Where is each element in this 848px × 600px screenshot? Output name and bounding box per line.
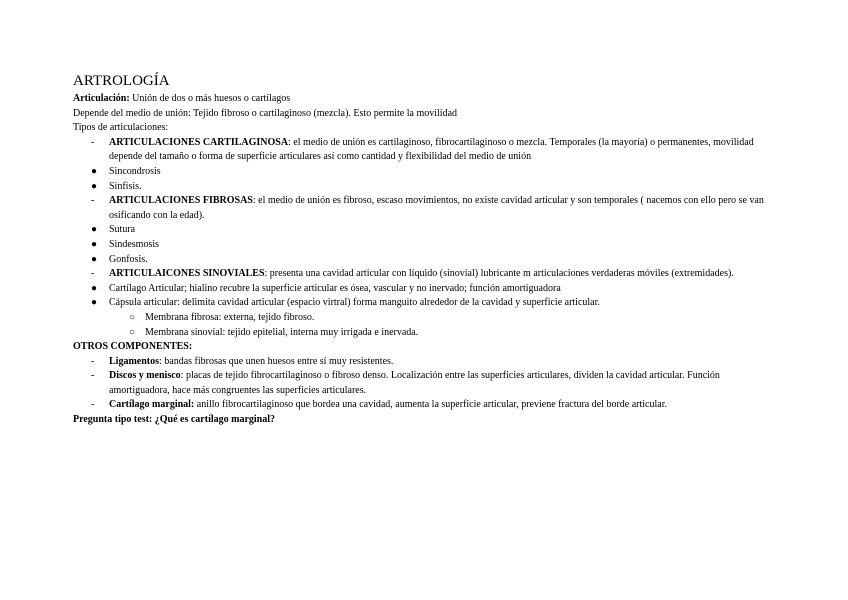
list-item-cartilago-marginal (73, 398, 778, 413)
list-item (73, 165, 778, 180)
ligamentos-label: Ligamentos (109, 355, 159, 367)
cartilaginosa-label: ARTICULACIONES CARTILAGINOSA (109, 136, 289, 148)
list-item-sinoviales (73, 267, 778, 282)
circle-marker: ○ (129, 326, 136, 338)
ligamentos-text: : bandas fibrosas que unen huesos entre sí muy resistentes. (159, 355, 394, 367)
articulacion-label: Articulación: (73, 93, 130, 104)
list-item-text: Sínfisis. (109, 180, 142, 192)
list-item (73, 223, 778, 238)
dash-marker: - (91, 370, 95, 382)
list-item-text: Cartílago Articular; hialino recubre la superficie articular es ósea, vascular y no inervado; función amortiguadora (109, 282, 561, 294)
tipos-line: Tipos de articulaciones: (73, 122, 169, 134)
list-item-text: Sincondrosis (109, 165, 161, 177)
otros-heading (73, 340, 778, 355)
list-item-ligamentos (73, 355, 778, 370)
bullet-marker: ● (91, 224, 98, 236)
dash-marker: - (91, 355, 95, 367)
dash-marker: - (91, 195, 95, 207)
articulacion-definition (73, 92, 778, 107)
dash-marker: - (91, 399, 95, 411)
medio-line: Depende del medio de unión: Tejido fibroso o cartilaginoso (mezcla). Esto permite la movilidad (73, 107, 458, 119)
cartilago-marginal-text: anillo fibrocartilaginoso que bordea una cavidad, aumenta la superficie articular, previene fractura del borde articular. (194, 399, 667, 411)
sub-list-item (73, 326, 778, 341)
circle-marker: ○ (129, 311, 136, 323)
bullet-marker: ● (91, 238, 98, 250)
discos-text: : placas de tejido fibrocartilaginoso o fibroso denso. Localización entre las superficies articulares, dividen la cavidad articular. Función amortiguadora, hace más congruentes las superficies articulares. (109, 370, 720, 396)
cartilago-marginal-label: Cartílago marginal: (109, 399, 195, 411)
list-item-text: Cápsula articular: delimita cavidad articular (espacio virtral) forma manguito alrededor de la cavidad y superficie articular. (109, 297, 600, 309)
sub-list-item (73, 311, 778, 326)
list-item-cartilaginosa (73, 136, 778, 165)
sinoviales-label: ARTICULAICONES SINOVIALES (109, 268, 265, 280)
list-item (73, 296, 778, 311)
list-item (73, 180, 778, 195)
list-item-fibrosas (73, 194, 778, 223)
bullet-marker: ● (91, 282, 98, 294)
sub-list-item-text: Membrana sinovial: tejido epitelial, interna muy irrigada e inervada. (145, 326, 419, 338)
articulacion-text: Unión de dos o más huesos o cartílagos (129, 93, 291, 104)
pregunta-line (73, 413, 778, 428)
fibrosas-label: ARTICULACIONES FIBROSAS (109, 195, 253, 207)
bullet-marker: ● (91, 180, 98, 192)
list-item-text: Sindesmosis (109, 238, 160, 250)
bullet-marker: ● (91, 165, 98, 177)
otros-heading-text: OTROS COMPONENTES: (73, 341, 193, 353)
cartilaginosa-text: : el medio de unión es cartilaginoso, fibrocartilaginoso o mezcla. Temporales (la mayoría) o permanentes, movilidad depende del tamaño o forma de superficie articulares así como cantidad y flexibilidad del medio de unión (109, 136, 754, 163)
dash-marker: - (91, 136, 95, 148)
list-item (73, 238, 778, 253)
pregunta-text: Pregunta tipo test: ¿Qué es cartílago marginal? (73, 414, 276, 426)
list-item-text: Sutura (109, 224, 136, 236)
sub-list-item-text: Membrana fibrosa: externa, tejido fibroso. (145, 311, 315, 323)
list-item-text: Gonfosis. (109, 253, 148, 265)
sinoviales-text: : presenta una cavidad articular con líquido (sinovial) lubricante m articulaciones verdaderas móviles (extremidades). (264, 268, 734, 280)
page-title: ARTROLOGÍA (73, 73, 170, 89)
bullet-marker: ● (91, 253, 98, 265)
list-item (73, 253, 778, 268)
discos-label: Discos y menisco (109, 370, 181, 382)
list-item (73, 282, 778, 297)
list-item-discos (73, 369, 778, 398)
dash-marker: - (91, 268, 95, 280)
fibrosas-text: : el medio de unión es fibroso, escaso movimientos, no existe cavidad articular y son temporales ( nacemos con ello pero se van osificando con la edad). (109, 195, 764, 221)
document-content (73, 72, 778, 428)
bullet-marker: ● (91, 297, 98, 309)
